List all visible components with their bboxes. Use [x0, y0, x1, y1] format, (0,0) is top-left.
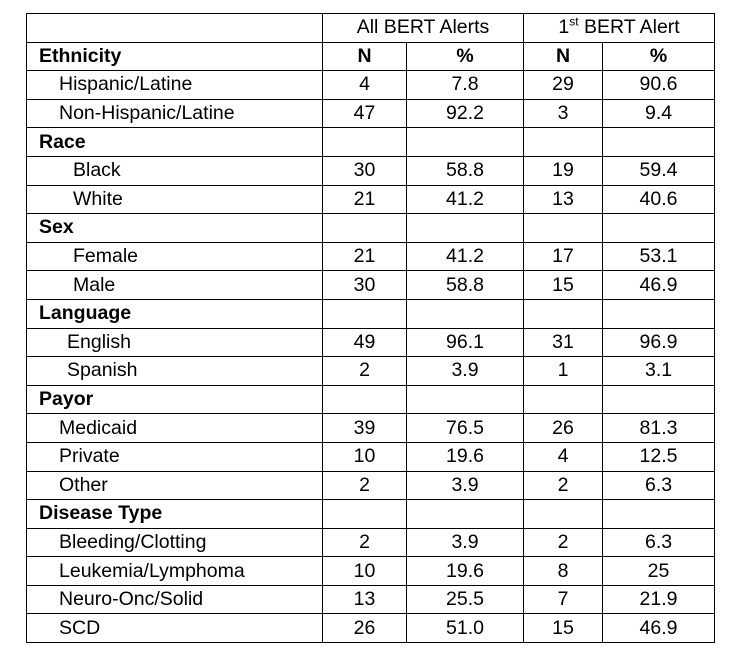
table-row — [27, 528, 715, 557]
empty-cell — [407, 500, 524, 529]
count-all-cell: 2 — [323, 357, 407, 386]
section-title: Disease Type — [27, 500, 323, 529]
percent-all-cell: 41.2 — [407, 185, 524, 214]
percent-all-cell: 19.6 — [407, 557, 524, 586]
table-body — [27, 14, 715, 643]
percent-all-cell: 96.1 — [407, 328, 524, 357]
count-first-cell: 2 — [524, 528, 603, 557]
count-first-cell: 1 — [524, 357, 603, 386]
section-header-row — [27, 385, 715, 414]
percent-first-cell: 53.1 — [603, 242, 715, 271]
count-first-cell: 8 — [524, 557, 603, 586]
section-title: Language — [27, 299, 323, 328]
empty-cell — [524, 128, 603, 157]
percent-first-cell: 40.6 — [603, 185, 715, 214]
count-all-cell: 21 — [323, 185, 407, 214]
row-label: English — [27, 328, 323, 357]
section-header-row — [27, 214, 715, 243]
percent-first-cell: 25 — [603, 557, 715, 586]
row-label: Medicaid — [27, 414, 323, 443]
empty-cell — [323, 128, 407, 157]
count-all-cell: 4 — [323, 71, 407, 100]
percent-first-cell: 6.3 — [603, 471, 715, 500]
table-row — [27, 271, 715, 300]
count-all-cell: 49 — [323, 328, 407, 357]
row-label: Bleeding/Clotting — [27, 528, 323, 557]
percent-all-cell: 25.5 — [407, 585, 524, 614]
empty-cell — [603, 128, 715, 157]
table-row — [27, 614, 715, 643]
count-all-cell: 30 — [323, 271, 407, 300]
count-all-cell: 10 — [323, 442, 407, 471]
count-all-cell: 47 — [323, 99, 407, 128]
group-header-first-alert — [524, 14, 715, 43]
empty-cell — [603, 385, 715, 414]
percent-first-cell: 12.5 — [603, 442, 715, 471]
empty-cell — [323, 385, 407, 414]
row-label: Spanish — [27, 357, 323, 386]
section-title: Payor — [27, 385, 323, 414]
count-all-cell: 2 — [323, 528, 407, 557]
first-alert-ordinal: 1 — [558, 16, 570, 39]
empty-cell — [524, 299, 603, 328]
col-header-n-all: N — [323, 42, 407, 71]
table-row — [27, 414, 715, 443]
percent-all-cell: 41.2 — [407, 242, 524, 271]
section-header-row — [27, 500, 715, 529]
col-header-pct-all: % — [407, 42, 524, 71]
table-row — [27, 71, 715, 100]
table-row — [27, 442, 715, 471]
percent-first-cell: 21.9 — [603, 585, 715, 614]
first-alert-label: BERT Alert — [578, 16, 680, 39]
empty-cell — [323, 500, 407, 529]
empty-cell — [603, 500, 715, 529]
count-all-cell: 2 — [323, 471, 407, 500]
empty-cell — [407, 385, 524, 414]
row-label: Male — [27, 271, 323, 300]
count-first-cell: 26 — [524, 414, 603, 443]
percent-first-cell: 81.3 — [603, 414, 715, 443]
row-label: Private — [27, 442, 323, 471]
row-label: Black — [27, 156, 323, 185]
empty-cell — [407, 128, 524, 157]
empty-corner-cell — [27, 14, 323, 43]
group-header-all-alerts: All BERT Alerts — [323, 14, 524, 43]
count-all-cell: 10 — [323, 557, 407, 586]
percent-all-cell: 58.8 — [407, 271, 524, 300]
count-first-cell: 19 — [524, 156, 603, 185]
empty-cell — [603, 214, 715, 243]
percent-all-cell: 7.8 — [407, 71, 524, 100]
empty-cell — [524, 500, 603, 529]
table-row — [27, 99, 715, 128]
table-row — [27, 471, 715, 500]
percent-all-cell: 76.5 — [407, 414, 524, 443]
first-alert-ordinal-suffix: st — [569, 14, 579, 29]
count-first-cell: 31 — [524, 328, 603, 357]
column-header-row — [27, 42, 715, 71]
col-header-pct-first: % — [603, 42, 715, 71]
row-label: Hispanic/Latine — [27, 71, 323, 100]
percent-all-cell: 51.0 — [407, 614, 524, 643]
table-row — [27, 328, 715, 357]
percent-first-cell: 9.4 — [603, 99, 715, 128]
percent-first-cell: 46.9 — [603, 614, 715, 643]
percent-first-cell: 6.3 — [603, 528, 715, 557]
row-label: Neuro-Onc/Solid — [27, 585, 323, 614]
empty-cell — [323, 299, 407, 328]
row-label: White — [27, 185, 323, 214]
count-first-cell: 3 — [524, 99, 603, 128]
percent-all-cell: 58.8 — [407, 156, 524, 185]
row-label: Leukemia/Lymphoma — [27, 557, 323, 586]
table-row — [27, 585, 715, 614]
empty-cell — [524, 385, 603, 414]
count-all-cell: 30 — [323, 156, 407, 185]
count-first-cell: 29 — [524, 71, 603, 100]
count-all-cell: 39 — [323, 414, 407, 443]
empty-cell — [524, 214, 603, 243]
empty-cell — [407, 214, 524, 243]
percent-first-cell: 90.6 — [603, 71, 715, 100]
group-header-row — [27, 14, 715, 43]
percent-all-cell: 3.9 — [407, 528, 524, 557]
count-first-cell: 7 — [524, 585, 603, 614]
empty-cell — [603, 299, 715, 328]
percent-all-cell: 92.2 — [407, 99, 524, 128]
section-title: Race — [27, 128, 323, 157]
row-label: Non-Hispanic/Latine — [27, 99, 323, 128]
empty-cell — [407, 299, 524, 328]
row-label: SCD — [27, 614, 323, 643]
percent-first-cell: 3.1 — [603, 357, 715, 386]
percent-all-cell: 3.9 — [407, 357, 524, 386]
count-first-cell: 15 — [524, 614, 603, 643]
row-label: Other — [27, 471, 323, 500]
percent-first-cell: 46.9 — [603, 271, 715, 300]
count-first-cell: 17 — [524, 242, 603, 271]
section-title: Sex — [27, 214, 323, 243]
section-header-row — [27, 128, 715, 157]
count-first-cell: 15 — [524, 271, 603, 300]
col-header-n-first: N — [524, 42, 603, 71]
table-row — [27, 185, 715, 214]
percent-all-cell: 3.9 — [407, 471, 524, 500]
table-row — [27, 557, 715, 586]
table-row — [27, 156, 715, 185]
table-row — [27, 242, 715, 271]
count-all-cell: 21 — [323, 242, 407, 271]
table-row — [27, 357, 715, 386]
count-first-cell: 4 — [524, 442, 603, 471]
demographics-table — [26, 13, 715, 643]
empty-cell — [323, 214, 407, 243]
count-all-cell: 13 — [323, 585, 407, 614]
percent-first-cell: 96.9 — [603, 328, 715, 357]
row-label: Female — [27, 242, 323, 271]
percent-first-cell: 59.4 — [603, 156, 715, 185]
section-header-row — [27, 299, 715, 328]
percent-all-cell: 19.6 — [407, 442, 524, 471]
section-title-ethnicity: Ethnicity — [27, 42, 323, 71]
count-all-cell: 26 — [323, 614, 407, 643]
count-first-cell: 13 — [524, 185, 603, 214]
count-first-cell: 2 — [524, 471, 603, 500]
